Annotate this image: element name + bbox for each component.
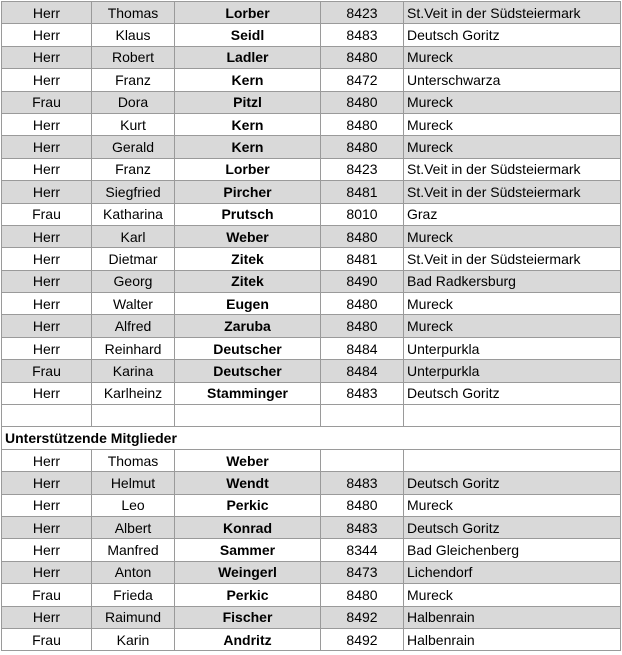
first-name-cell[interactable]: Alfred [92, 315, 175, 337]
city-cell[interactable]: St.Veit in der Südsteiermark [404, 158, 621, 180]
last-name-cell[interactable]: Perkic [175, 494, 321, 516]
last-name-cell[interactable]: Zitek [175, 248, 321, 270]
postal-code-cell[interactable]: 8473 [321, 561, 404, 583]
postal-code-cell[interactable]: 8480 [321, 136, 404, 158]
table-row [2, 561, 621, 583]
postal-code-cell[interactable]: 8480 [321, 91, 404, 113]
first-name-cell[interactable]: Gerald [92, 136, 175, 158]
city-cell[interactable]: Unterpurkla [404, 337, 621, 359]
table-row [2, 248, 621, 270]
salutation-cell[interactable]: Herr [2, 113, 92, 135]
table-row [2, 113, 621, 135]
city-cell[interactable]: Mureck [404, 293, 621, 315]
city-cell[interactable]: Mureck [404, 136, 621, 158]
last-name-cell[interactable]: Kern [175, 136, 321, 158]
first-name-cell[interactable]: Siegfried [92, 181, 175, 203]
city-cell[interactable]: Mureck [404, 225, 621, 247]
city-cell[interactable]: Bad Gleichenberg [404, 539, 621, 561]
postal-code-cell[interactable]: 8492 [321, 628, 404, 650]
first-name-cell[interactable]: Albert [92, 516, 175, 538]
first-name-cell[interactable]: Anton [92, 561, 175, 583]
table-row [2, 203, 621, 225]
last-name-cell[interactable]: Kern [175, 113, 321, 135]
last-name-cell[interactable]: Pitzl [175, 91, 321, 113]
first-name-cell[interactable]: Dora [92, 91, 175, 113]
postal-code-cell[interactable]: 8483 [321, 24, 404, 46]
first-name-cell[interactable]: Karl [92, 225, 175, 247]
empty-cell[interactable] [175, 405, 321, 427]
first-name-cell[interactable]: Raimund [92, 606, 175, 628]
salutation-cell[interactable]: Frau [2, 91, 92, 113]
city-cell[interactable]: Halbenrain [404, 628, 621, 650]
salutation-cell[interactable]: Herr [2, 449, 92, 471]
empty-row [2, 405, 621, 427]
postal-code-cell[interactable]: 8010 [321, 203, 404, 225]
salutation-cell[interactable]: Herr [2, 494, 92, 516]
section-title: Unterstützende Mitglieder [2, 427, 621, 449]
city-cell[interactable]: Deutsch Goritz [404, 472, 621, 494]
salutation-cell[interactable]: Herr [2, 181, 92, 203]
table-row [2, 382, 621, 404]
salutation-cell[interactable]: Frau [2, 360, 92, 382]
table-row [2, 24, 621, 46]
last-name-cell[interactable]: Konrad [175, 516, 321, 538]
postal-code-cell[interactable] [321, 449, 404, 471]
last-name-cell[interactable]: Wendt [175, 472, 321, 494]
city-cell[interactable]: Mureck [404, 494, 621, 516]
salutation-cell[interactable]: Herr [2, 2, 92, 24]
postal-code-cell[interactable]: 8481 [321, 181, 404, 203]
postal-code-cell[interactable]: 8481 [321, 248, 404, 270]
first-name-cell[interactable]: Thomas [92, 449, 175, 471]
city-cell[interactable]: Deutsch Goritz [404, 24, 621, 46]
salutation-cell[interactable]: Frau [2, 584, 92, 606]
last-name-cell[interactable]: Zitek [175, 270, 321, 292]
postal-code-cell[interactable]: 8483 [321, 472, 404, 494]
last-name-cell[interactable]: Kern [175, 69, 321, 91]
salutation-cell[interactable]: Herr [2, 225, 92, 247]
table-row [2, 472, 621, 494]
empty-cell[interactable] [321, 405, 404, 427]
last-name-cell[interactable]: Fischer [175, 606, 321, 628]
salutation-cell[interactable]: Herr [2, 606, 92, 628]
last-name-cell[interactable]: Pircher [175, 181, 321, 203]
salutation-cell[interactable]: Herr [2, 516, 92, 538]
city-cell[interactable]: Halbenrain [404, 606, 621, 628]
last-name-cell[interactable]: Deutscher [175, 360, 321, 382]
salutation-cell[interactable]: Herr [2, 270, 92, 292]
first-name-cell[interactable]: Frieda [92, 584, 175, 606]
table-row [2, 91, 621, 113]
city-cell[interactable]: Mureck [404, 46, 621, 68]
last-name-cell[interactable]: Prutsch [175, 203, 321, 225]
postal-code-cell[interactable]: 8483 [321, 382, 404, 404]
salutation-cell[interactable]: Herr [2, 539, 92, 561]
empty-cell[interactable] [92, 405, 175, 427]
city-cell[interactable]: Graz [404, 203, 621, 225]
table-row [2, 539, 621, 561]
city-cell[interactable]: Bad Radkersburg [404, 270, 621, 292]
table-row [2, 337, 621, 359]
first-name-cell[interactable]: Kurt [92, 113, 175, 135]
table-row [2, 270, 621, 292]
last-name-cell[interactable]: Deutscher [175, 337, 321, 359]
first-name-cell[interactable]: Karina [92, 360, 175, 382]
city-cell[interactable]: Mureck [404, 113, 621, 135]
city-cell[interactable]: St.Veit in der Südsteiermark [404, 181, 621, 203]
first-name-cell[interactable]: Robert [92, 46, 175, 68]
last-name-cell[interactable]: Eugen [175, 293, 321, 315]
first-name-cell[interactable]: Dietmar [92, 248, 175, 270]
section-header-row [2, 427, 621, 449]
first-name-cell[interactable]: Helmut [92, 472, 175, 494]
postal-code-cell[interactable]: 8480 [321, 113, 404, 135]
table-row [2, 293, 621, 315]
postal-code-cell[interactable]: 8423 [321, 158, 404, 180]
table-row [2, 46, 621, 68]
salutation-cell[interactable]: Herr [2, 293, 92, 315]
city-cell[interactable]: Lichendorf [404, 561, 621, 583]
postal-code-cell[interactable]: 8483 [321, 516, 404, 538]
last-name-cell[interactable]: Weingerl [175, 561, 321, 583]
table-row [2, 449, 621, 471]
first-name-cell[interactable]: Franz [92, 158, 175, 180]
salutation-cell[interactable]: Frau [2, 628, 92, 650]
last-name-cell[interactable]: Lorber [175, 2, 321, 24]
postal-code-cell[interactable]: 8423 [321, 2, 404, 24]
salutation-cell[interactable]: Frau [2, 203, 92, 225]
first-name-cell[interactable]: Manfred [92, 539, 175, 561]
city-cell[interactable]: Mureck [404, 584, 621, 606]
postal-code-cell[interactable]: 8484 [321, 337, 404, 359]
last-name-cell[interactable]: Ladler [175, 46, 321, 68]
postal-code-cell[interactable]: 8480 [321, 293, 404, 315]
table-row [2, 158, 621, 180]
first-name-cell[interactable]: Georg [92, 270, 175, 292]
postal-code-cell[interactable]: 8480 [321, 584, 404, 606]
table-row [2, 315, 621, 337]
table-row [2, 628, 621, 650]
salutation-cell[interactable]: Herr [2, 315, 92, 337]
table-row [2, 494, 621, 516]
table-row [2, 584, 621, 606]
postal-code-cell[interactable]: 8480 [321, 494, 404, 516]
salutation-cell[interactable]: Herr [2, 69, 92, 91]
empty-cell[interactable] [404, 405, 621, 427]
first-name-cell[interactable]: Reinhard [92, 337, 175, 359]
salutation-cell[interactable]: Herr [2, 561, 92, 583]
city-cell[interactable]: St.Veit in der Südsteiermark [404, 2, 621, 24]
postal-code-cell[interactable]: 8490 [321, 270, 404, 292]
empty-cell[interactable] [2, 405, 92, 427]
last-name-cell[interactable]: Weber [175, 225, 321, 247]
last-name-cell[interactable]: Seidl [175, 24, 321, 46]
member-table [1, 1, 621, 651]
postal-code-cell[interactable]: 8480 [321, 225, 404, 247]
first-name-cell[interactable]: Leo [92, 494, 175, 516]
last-name-cell[interactable]: Weber [175, 449, 321, 471]
table-row [2, 69, 621, 91]
city-cell[interactable]: Deutsch Goritz [404, 382, 621, 404]
city-cell[interactable] [404, 449, 621, 471]
salutation-cell[interactable]: Herr [2, 24, 92, 46]
first-name-cell[interactable]: Karin [92, 628, 175, 650]
postal-code-cell[interactable]: 8344 [321, 539, 404, 561]
first-name-cell[interactable]: Karlheinz [92, 382, 175, 404]
first-name-cell[interactable]: Thomas [92, 2, 175, 24]
last-name-cell[interactable]: Perkic [175, 584, 321, 606]
salutation-cell[interactable]: Herr [2, 136, 92, 158]
postal-code-cell[interactable]: 8480 [321, 315, 404, 337]
city-cell[interactable]: Mureck [404, 91, 621, 113]
city-cell[interactable]: Unterschwarza [404, 69, 621, 91]
postal-code-cell[interactable]: 8472 [321, 69, 404, 91]
postal-code-cell[interactable]: 8480 [321, 46, 404, 68]
postal-code-cell[interactable]: 8492 [321, 606, 404, 628]
table-row [2, 2, 621, 24]
city-cell[interactable]: Unterpurkla [404, 360, 621, 382]
city-cell[interactable]: Mureck [404, 315, 621, 337]
first-name-cell[interactable]: Katharina [92, 203, 175, 225]
table-row [2, 136, 621, 158]
first-name-cell[interactable]: Franz [92, 69, 175, 91]
table-row [2, 516, 621, 538]
salutation-cell[interactable]: Herr [2, 158, 92, 180]
last-name-cell[interactable]: Andritz [175, 628, 321, 650]
last-name-cell[interactable]: Stamminger [175, 382, 321, 404]
last-name-cell[interactable]: Zaruba [175, 315, 321, 337]
city-cell[interactable]: Deutsch Goritz [404, 516, 621, 538]
table-row [2, 360, 621, 382]
salutation-cell[interactable]: Herr [2, 248, 92, 270]
table-row [2, 225, 621, 247]
salutation-cell[interactable]: Herr [2, 382, 92, 404]
table-row [2, 181, 621, 203]
salutation-cell[interactable]: Herr [2, 472, 92, 494]
postal-code-cell[interactable]: 8484 [321, 360, 404, 382]
last-name-cell[interactable]: Lorber [175, 158, 321, 180]
salutation-cell[interactable]: Herr [2, 46, 92, 68]
last-name-cell[interactable]: Sammer [175, 539, 321, 561]
salutation-cell[interactable]: Herr [2, 337, 92, 359]
first-name-cell[interactable]: Klaus [92, 24, 175, 46]
city-cell[interactable]: St.Veit in der Südsteiermark [404, 248, 621, 270]
table-row [2, 606, 621, 628]
first-name-cell[interactable]: Walter [92, 293, 175, 315]
